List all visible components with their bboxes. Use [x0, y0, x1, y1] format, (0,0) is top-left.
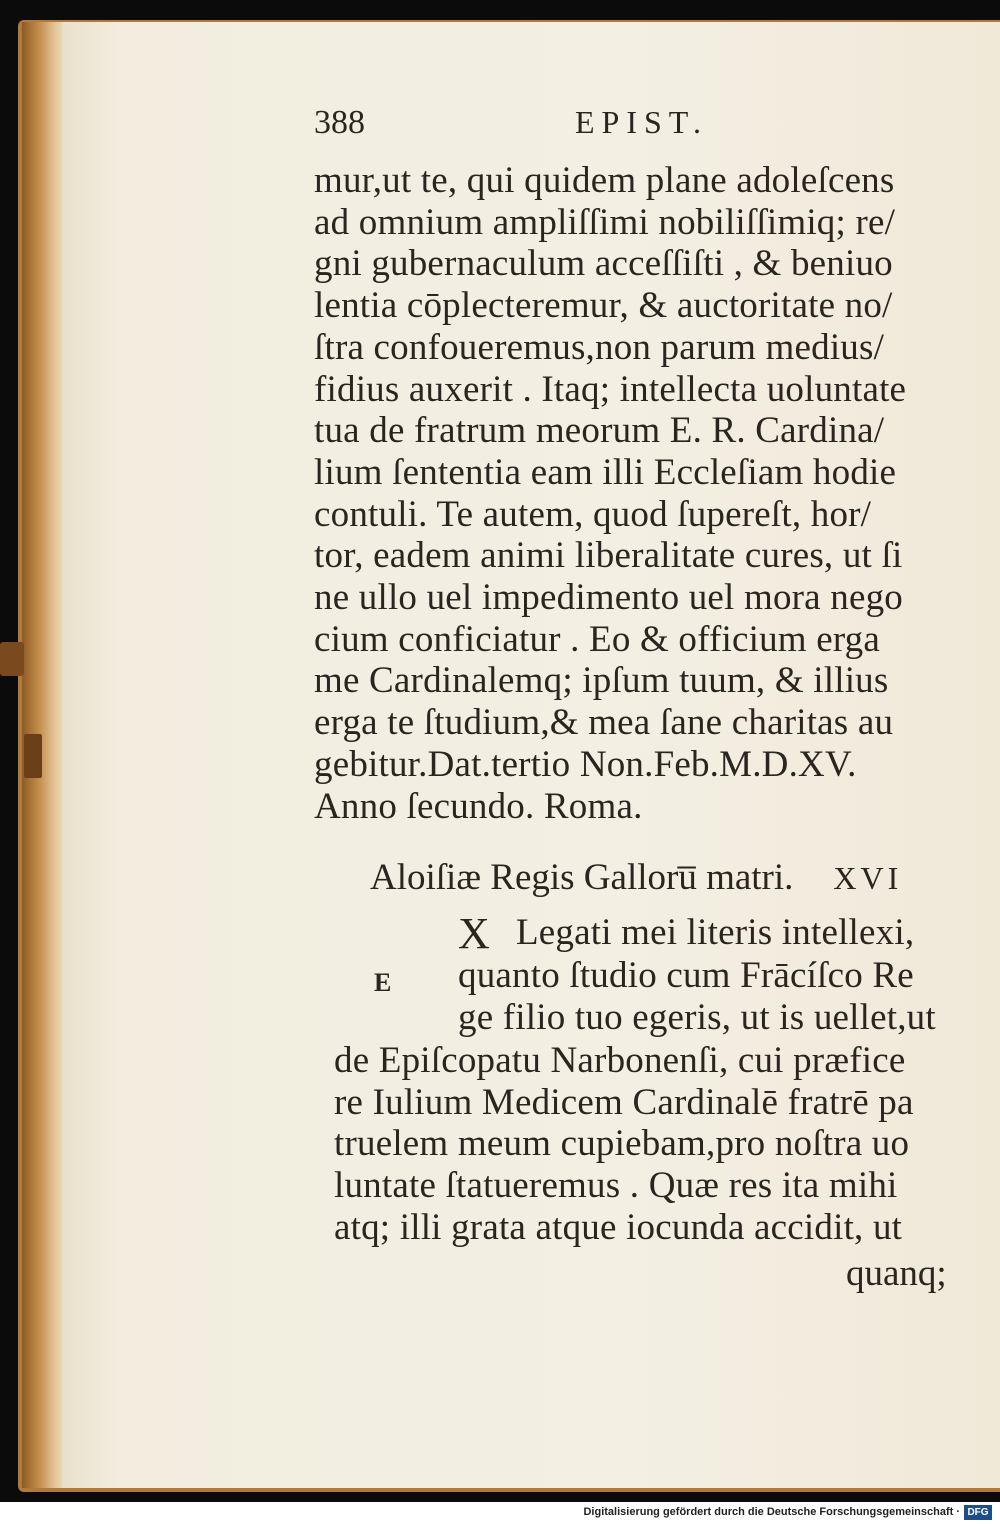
text-line: ſtra confoueremus,non parum medius/ — [314, 326, 885, 368]
binding-tab-lower — [24, 734, 42, 778]
text-line: re Iulium Medicem Cardinalē fratrē pa — [334, 1081, 914, 1123]
text-line: tor, eadem animi liberalitate cures, ut ſi — [314, 535, 903, 577]
catchword: quanq; — [846, 1253, 947, 1294]
footer-bar — [0, 1502, 1000, 1524]
letter-heading — [370, 856, 902, 899]
text-line: quanto ſtudio cum Frācíſco Re — [458, 955, 914, 996]
text-line: lentia cōplecteremur, & auctoritate no/ — [314, 285, 893, 327]
letter-start-text-first — [516, 912, 914, 954]
text-line: ad omnium ampliſſimi nobiliſſimiq; re/ — [314, 201, 896, 243]
text-line: truelem meum cupiebam,pro noſtra uo — [334, 1123, 910, 1165]
margin-letter: E — [374, 968, 392, 997]
drop-cap: X — [458, 909, 490, 958]
text-line: ne ullo uel impedimento uel mora nego — [314, 577, 903, 619]
text-line: Legati mei literis intellexi, — [516, 912, 915, 953]
text-line: fidius auxerit . Itaq; intellecta uoluntate — [314, 368, 907, 410]
letter-heading-title: Aloiſiæ Regis Galloru̅ matri. — [370, 857, 794, 898]
text-line: tua de fratrum meorum E. R. Cardina/ — [314, 410, 885, 452]
text-line: Anno ſecundo. Roma. — [314, 785, 643, 827]
footer-credit: Digitalisierung gefördert durch die Deutsche Forschungsgemeinschaft · — [583, 1506, 960, 1518]
text-line: atq; illi grata atque iocunda accidit, ut — [334, 1206, 903, 1248]
text-line: luntate ſtatueremus . Quæ res ita mihi — [334, 1165, 898, 1207]
text-line: de Epiſcopatu Narbonenſi, cui præfice — [334, 1040, 906, 1081]
text-line: mur,ut te, qui quidem plane adoleſcens — [314, 160, 895, 201]
text-line: gebitur.Dat.tertio Non.Feb.M.D.XV. — [314, 743, 857, 785]
letter-start-text-indented — [458, 955, 936, 1038]
letter-heading-number: XVI — [833, 860, 903, 896]
page-number: 388 — [314, 104, 365, 141]
text-line: contuli. Te autem, quod ſupereſt, hor/ — [314, 493, 872, 535]
running-head: EPIST. — [575, 104, 708, 140]
letter-end-text — [314, 160, 906, 827]
binding-tab — [0, 642, 24, 676]
text-line: ge filio tuo egeris, ut is uellet,ut — [458, 996, 936, 1038]
text-line: erga te ſtudium,& mea ſane charitas au — [314, 702, 894, 744]
dfg-logo-icon: DFG — [964, 1505, 992, 1520]
text-line: gni gubernaculum acceſſiſti , & beniuo — [314, 243, 893, 285]
text-line: lium ſententia eam illi Eccleſiam hodie — [314, 451, 897, 493]
letter-start-text — [334, 1040, 914, 1249]
text-line: cium conficiatur . Eo & officium erga — [314, 618, 880, 660]
text-line: me Cardinalemq; ipſum tuum, & illius — [314, 660, 889, 702]
